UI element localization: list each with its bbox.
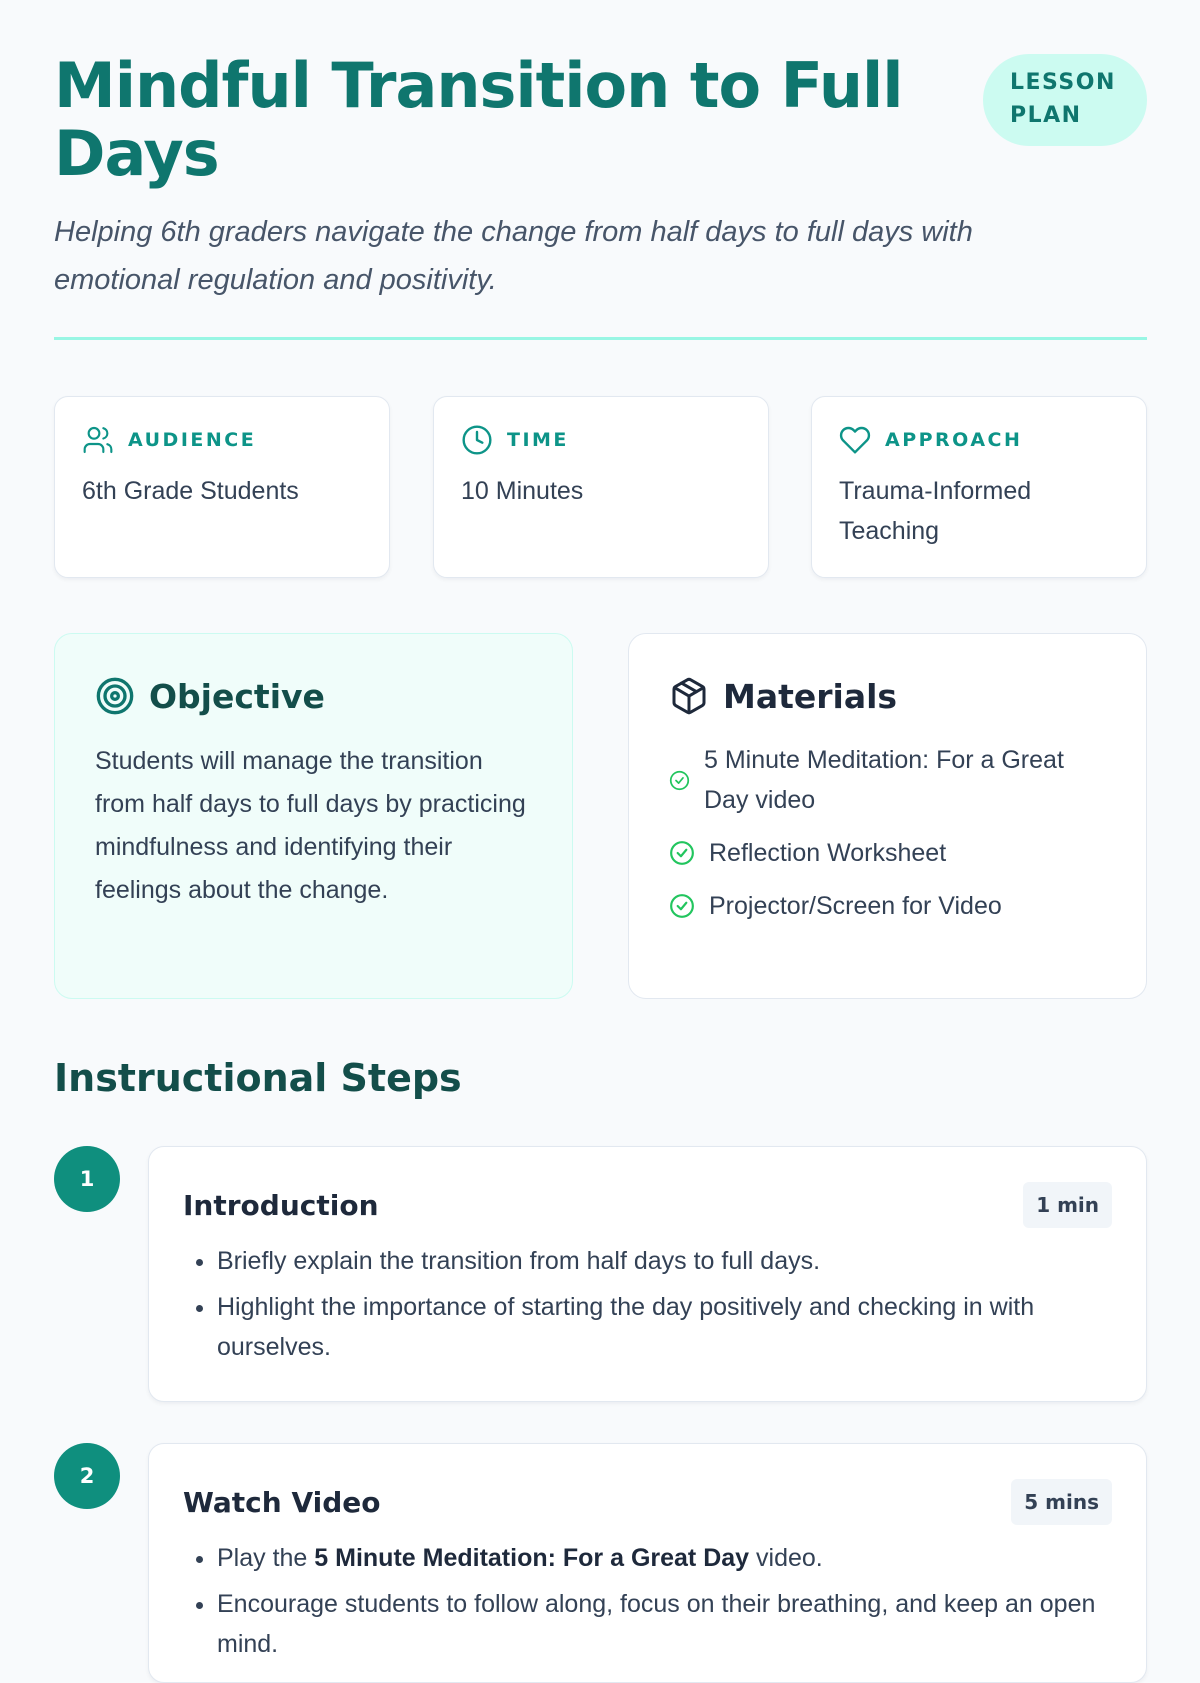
materials-panel: [628, 633, 1147, 999]
step-bullet: • Play the 5 Minute Meditation: For a Great Day video.: [217, 1538, 1112, 1578]
step-card: [148, 1146, 1147, 1402]
info-cards: [54, 396, 1147, 578]
objective-text: Students will manage the transition from half days to full days by practicing mindfulness and identifying their feelings about the change.: [95, 747, 526, 904]
package-icon: [669, 676, 709, 716]
page-subtitle: Helping 6th graders navigate the change from half days to full days with emotional regulation and positivity.: [54, 216, 973, 296]
material-label: Reflection Worksheet: [709, 839, 947, 867]
material-item: [669, 740, 1106, 820]
step-number: 1: [54, 1146, 120, 1212]
time-value: 10 Minutes: [461, 477, 584, 505]
materials-title: Materials: [723, 676, 898, 716]
material-label: 5 Minute Meditation: For a Great Day video: [704, 746, 1064, 814]
step-bullet: • Briefly explain the transition from half days to full days.: [217, 1241, 1112, 1281]
step-bullets: [183, 1538, 1112, 1664]
users-icon: [82, 424, 114, 456]
time-label: TIME: [507, 429, 569, 451]
check-circle-icon: [669, 840, 695, 866]
objective-panel: [54, 633, 573, 999]
time-card: [433, 396, 769, 578]
target-icon: [95, 676, 135, 716]
material-item: [669, 833, 1106, 873]
check-circle-icon: [669, 770, 690, 791]
step-title: Introduction: [183, 1188, 379, 1222]
step-bullets: [183, 1241, 1112, 1367]
step-duration-badge: 5 mins: [1011, 1479, 1112, 1525]
approach-value: Trauma-Informed Teaching: [839, 477, 1032, 545]
material-item: [669, 886, 1106, 926]
objective-materials-row: [54, 633, 1147, 999]
approach-card: [811, 396, 1147, 578]
materials-list: [669, 740, 1106, 926]
lesson-plan-badge: LESSON PLAN: [983, 54, 1147, 146]
step-title: Watch Video: [183, 1485, 381, 1519]
audience-value: 6th Grade Students: [82, 477, 299, 505]
material-label: Projector/Screen for Video: [709, 892, 1002, 920]
audience-card: [54, 396, 390, 578]
page-title: Mindful Transition to Full Days: [54, 49, 903, 190]
step-duration-badge: 1 min: [1023, 1182, 1112, 1228]
objective-title: Objective: [149, 676, 325, 716]
step-bullet: • Highlight the importance of starting the day positively and checking in with ourselves.: [217, 1287, 1112, 1367]
heart-icon: [839, 424, 871, 456]
step-bullet: • Encourage students to follow along, focus on their breathing, and keep an open mind.: [217, 1584, 1112, 1664]
lesson-plan-page: [54, 0, 1147, 1658]
clock-icon: [461, 424, 493, 456]
video-title: 5 Minute Meditation: For a Great Day: [314, 1544, 750, 1572]
header-divider: [54, 337, 1147, 340]
step-card: [148, 1443, 1147, 1683]
check-circle-icon: [669, 893, 695, 919]
header: [54, 0, 1147, 340]
approach-label: APPROACH: [885, 429, 1023, 451]
audience-label: AUDIENCE: [128, 429, 257, 451]
step-number: 2: [54, 1443, 120, 1509]
steps-title: Instructional Steps: [54, 1056, 462, 1100]
